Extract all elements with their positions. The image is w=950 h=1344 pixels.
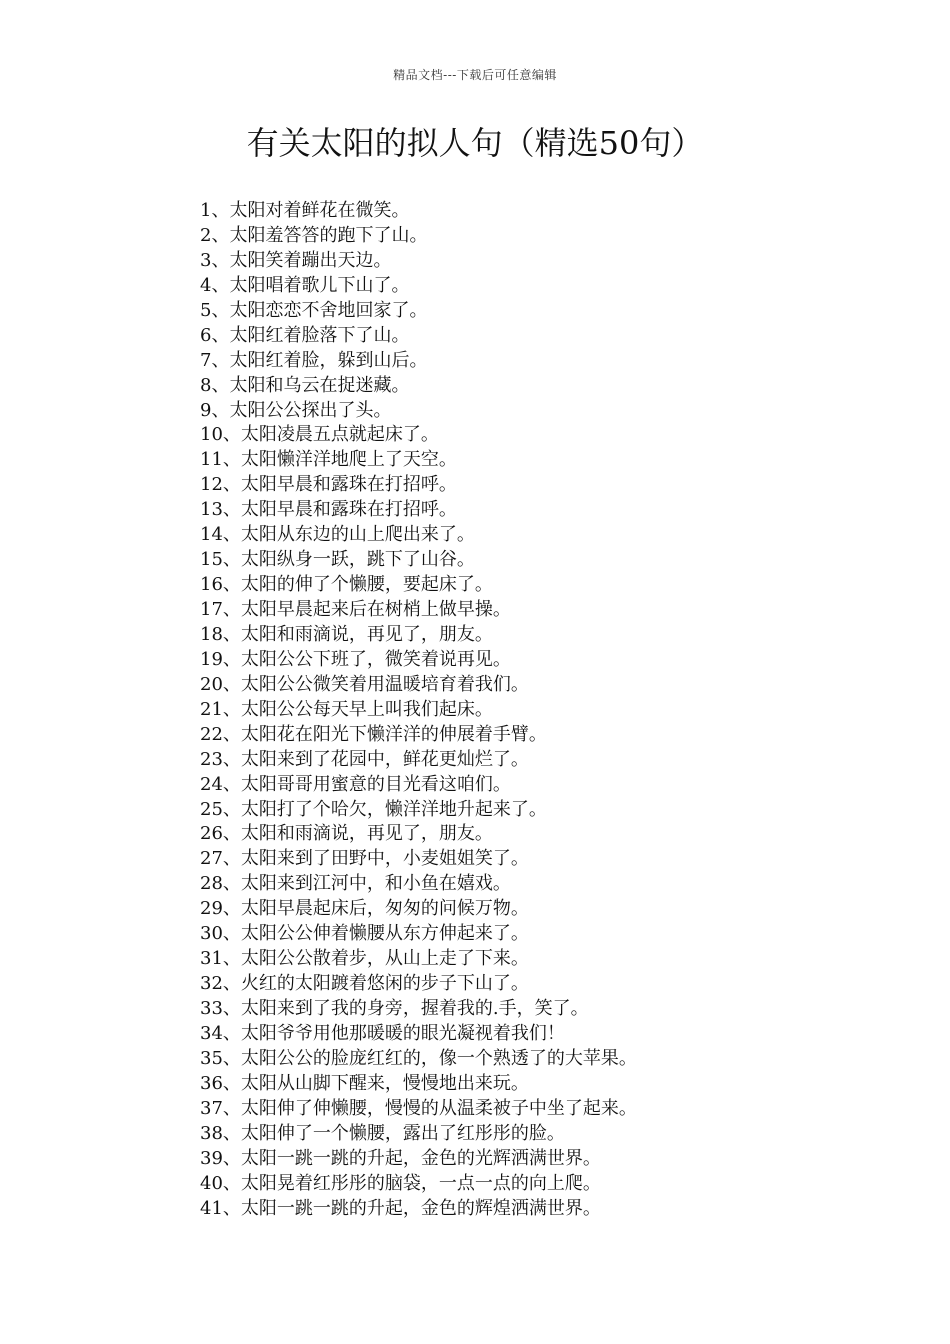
sentence-item: 19、太阳公公下班了，微笑着说再见。 — [200, 648, 511, 670]
sentence-item: 14、太阳从东边的山上爬出来了。 — [200, 524, 475, 546]
sentence-item: 30、太阳公公伸着懒腰从东方伸起来了。 — [200, 923, 529, 945]
sentence-item: 26、太阳和雨滴说，再见了，朋友。 — [200, 823, 493, 845]
document-title: 有关太阳的拟人句（精选50句） — [246, 124, 704, 162]
sentence-item: 27、太阳来到了田野中，小麦姐姐笑了。 — [200, 848, 529, 870]
sentence-item: 35、太阳公公的脸庞红红的，像一个熟透了的大苹果。 — [200, 1047, 637, 1069]
sentence-item: 21、太阳公公每天早上叫我们起床。 — [200, 698, 493, 720]
sentence-item: 23、太阳来到了花园中，鲜花更灿烂了。 — [200, 748, 529, 770]
sentence-item: 12、太阳早晨和露珠在打招呼。 — [200, 474, 457, 496]
sentence-item: 25、太阳打了个哈欠，懒洋洋地升起来了。 — [200, 798, 547, 820]
sentence-item: 28、太阳来到江河中，和小鱼在嬉戏。 — [200, 873, 511, 895]
sentence-item: 8、太阳和乌云在捉迷藏。 — [200, 374, 410, 396]
sentence-item: 18、太阳和雨滴说，再见了，朋友。 — [200, 623, 493, 645]
sentence-item: 1、太阳对着鲜花在微笑。 — [200, 200, 410, 221]
sentence-item: 4、太阳唱着歌儿下山了。 — [200, 274, 410, 296]
sentence-item: 16、太阳的伸了个懒腰，要起床了。 — [200, 574, 493, 596]
sentence-item: 7、太阳红着脸，躲到山后。 — [200, 349, 428, 371]
sentence-item: 17、太阳早晨起来后在树梢上做早操。 — [200, 599, 511, 620]
sentence-item: 3、太阳笑着蹦出天边。 — [200, 249, 392, 271]
sentence-item: 11、太阳懒洋洋地爬上了天空。 — [200, 449, 457, 471]
sentence-item: 10、太阳凌晨五点就起床了。 — [200, 424, 439, 446]
sentence-item: 37、太阳伸了伸懒腰，慢慢的从温柔被子中坐了起来。 — [200, 1097, 637, 1119]
sentence-list — [200, 199, 920, 1221]
sentence-item: 33、太阳来到了我的身旁，握着我的.手，笑了。 — [200, 998, 589, 1019]
sentence-item: 13、太阳早晨和露珠在打招呼。 — [200, 499, 457, 521]
sentence-item: 20、太阳公公微笑着用温暖培育着我们。 — [200, 673, 529, 695]
sentence-item: 38、太阳伸了一个懒腰，露出了红彤彤的脸。 — [200, 1122, 565, 1144]
sentence-item: 41、太阳一跳一跳的升起，金色的辉煌洒满世界。 — [200, 1197, 601, 1219]
sentence-item: 36、太阳从山脚下醒来，慢慢地出来玩。 — [200, 1072, 529, 1094]
sentence-item: 15、太阳纵身一跃，跳下了山谷。 — [200, 549, 475, 571]
sentence-item: 39、太阳一跳一跳的升起，金色的光辉洒满世界。 — [200, 1147, 601, 1169]
sentence-item: 9、太阳公公探出了头。 — [200, 399, 392, 421]
sentence-item: 40、太阳晃着红彤彤的脑袋，一点一点的向上爬。 — [200, 1172, 601, 1194]
sentence-item: 5、太阳恋恋不舍地回家了。 — [200, 299, 428, 321]
sentence-item: 31、太阳公公散着步，从山上走了下来。 — [200, 948, 529, 970]
sentence-item: 6、太阳红着脸落下了山。 — [200, 324, 410, 346]
sentence-item: 2、太阳羞答答的跑下了山。 — [200, 224, 428, 246]
page-header: 精品文档---下载后可任意编辑 — [393, 68, 557, 82]
sentence-item: 32、火红的太阳踱着悠闲的步子下山了。 — [200, 973, 529, 995]
sentence-item: 22、太阳花在阳光下懒洋洋的伸展着手臂。 — [200, 723, 547, 745]
sentence-item: 34、太阳爷爷用他那暖暖的眼光凝视着我们！ — [200, 1022, 565, 1044]
sentence-item: 24、太阳哥哥用蜜意的目光看这咱们。 — [200, 773, 511, 795]
sentence-item: 29、太阳早晨起床后，匆匆的问候万物。 — [200, 898, 529, 920]
